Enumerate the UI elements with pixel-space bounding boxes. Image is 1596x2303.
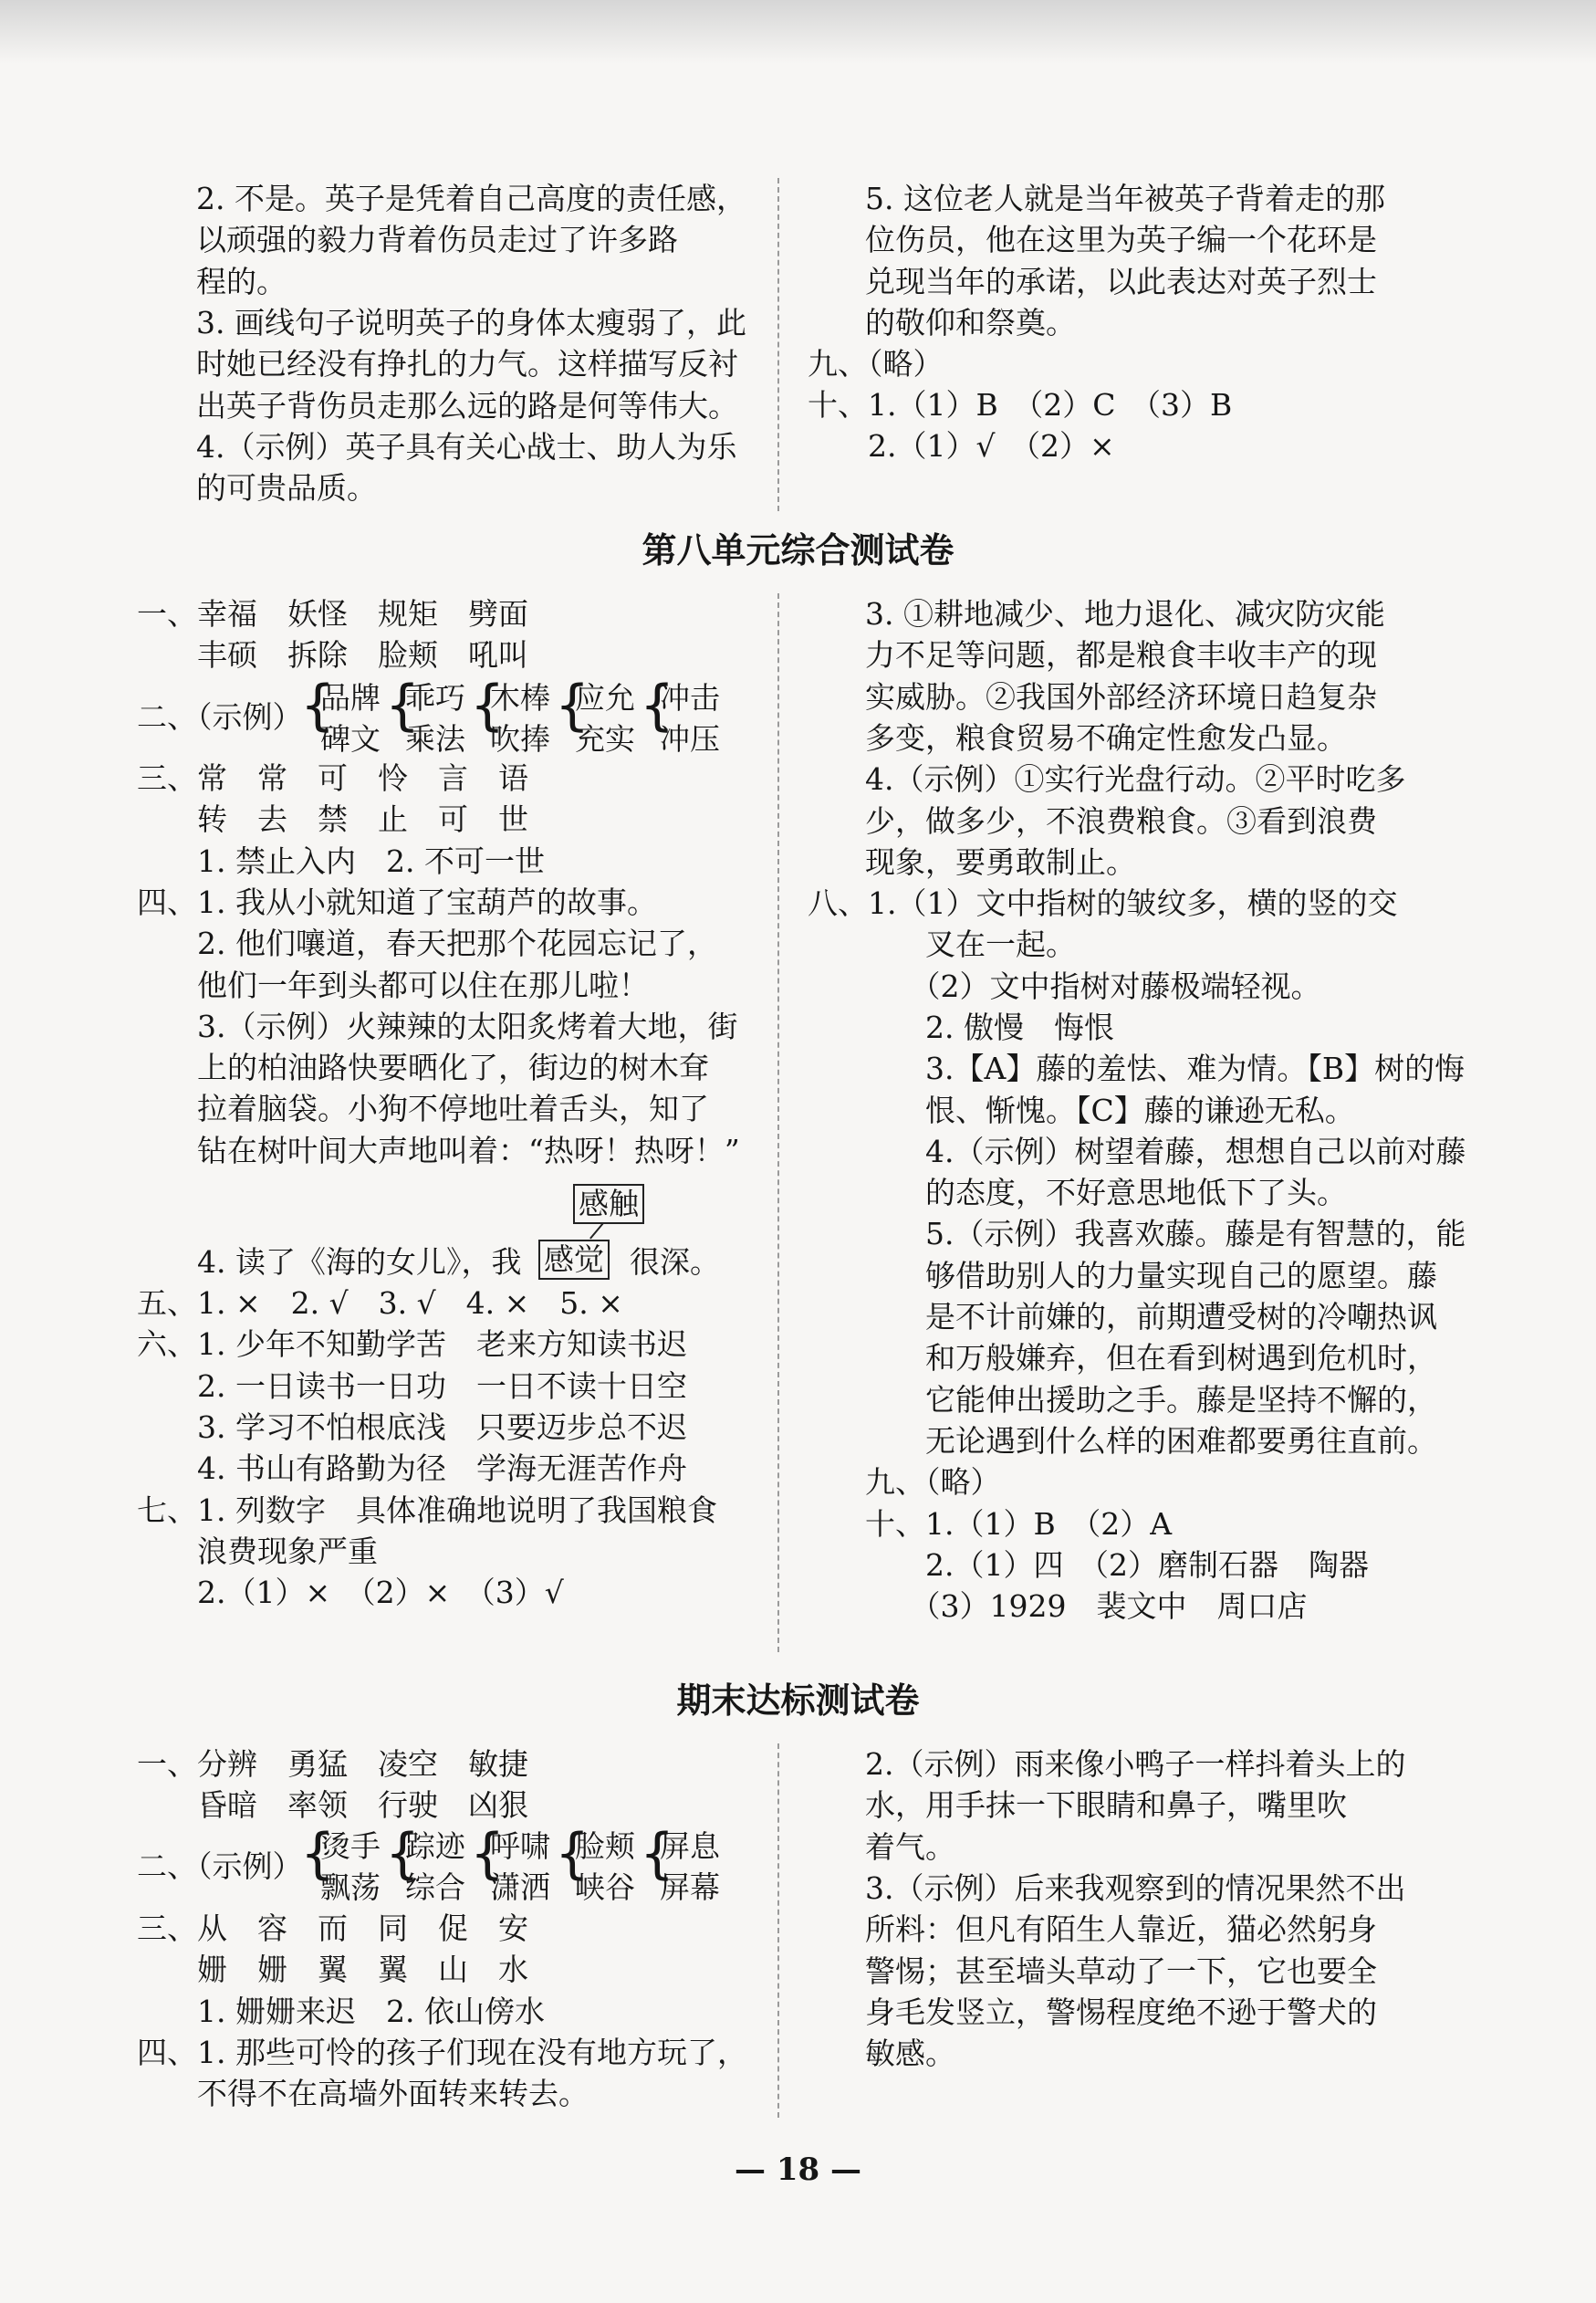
text-line: 无论遇到什么样的困难都要勇往直前。 — [865, 1422, 1437, 1459]
correction-box-old: 感觉 — [538, 1240, 610, 1280]
word-pair-item: 碑文 — [320, 721, 381, 757]
text-line: 二、（示例） — [137, 699, 303, 735]
text-line: 出英子背伤员走那么远的路是何等伟大。 — [196, 387, 738, 424]
text-line: 四、1. 我从小就知道了宝葫芦的故事。 — [137, 884, 657, 920]
word-pair-item: 冲击 — [660, 680, 720, 716]
word-pair-item: 脸颊 — [575, 1828, 635, 1864]
text-line: 身毛发竖立，警惕程度绝不逊于警犬的 — [865, 1994, 1377, 2030]
text-line: 二、（示例） — [137, 1848, 303, 1884]
text-line: 六、1. 少年不知勤学苦 老来方知读书迟 — [137, 1326, 687, 1363]
page-number: — 18 — — [735, 2151, 861, 2188]
text-line: 三、常 常 可 怜 言 语 — [137, 760, 528, 796]
text-line: 时她已经没有挣扎的力气。这样描写反衬 — [196, 346, 738, 382]
text-line: 不得不在高墙外面转来转去。 — [137, 2076, 589, 2112]
column-divider — [777, 593, 779, 1652]
text-line: 转 去 禁 止 可 世 — [137, 801, 528, 838]
word-pair-item: 充实 — [575, 721, 635, 757]
text-line: 2. 不是。英子是凭着自己高度的责任感， — [196, 181, 746, 216]
scan-edge-shadow — [0, 0, 1596, 64]
text-line: （2）文中指树对藤极端轻视。 — [865, 968, 1321, 1004]
text-line: 十、1.（1）B （2）C （3）B — [808, 387, 1233, 423]
text-line: 3. 画线句子说明英子的身体太瘦弱了，此 — [196, 304, 746, 340]
text-line: 一、分辨 勇猛 凌空 敏捷 — [137, 1746, 528, 1782]
text-line: 他们一年到头都可以住在那儿啦！ — [137, 967, 649, 1003]
brace-icon: { — [385, 1822, 421, 1886]
brace-icon: { — [555, 674, 590, 738]
text-line: 和万般嫌弃，但在看到树遇到危机时， — [865, 1340, 1437, 1377]
text-line: 多变，粮食贸易不确定性愈发凸显。 — [865, 719, 1347, 756]
text-line: 的态度，不好意思地低下了头。 — [865, 1175, 1347, 1211]
text-line: 以顽强的毅力背着伤员走过了许多路 — [196, 222, 678, 258]
text-line: 八、1.（1）文中指树的皱纹多，横的竖的交 — [808, 885, 1398, 921]
text-line: 的可贵品质。 — [196, 470, 377, 507]
text-line: 所料：但凡有陌生人靠近，猫必然躬身 — [865, 1911, 1377, 1948]
text-line: 3. 学习不怕根底浅 只要迈步总不迟 — [137, 1408, 687, 1445]
text-line: 敏感。 — [865, 2036, 955, 2072]
text-line: 三、从 容 而 同 促 安 — [137, 1910, 528, 1946]
text-line: 力不足等问题，都是粮食丰收丰产的现 — [865, 637, 1377, 674]
text-line: 3.（示例）后来我观察到的情况果然不出 — [865, 1869, 1406, 1906]
word-pair-item: 潇洒 — [490, 1869, 550, 1905]
brace-icon: { — [640, 1822, 675, 1886]
text-line: 拉着脑袋。小狗不停地吐着舌头，知了 — [137, 1091, 709, 1127]
text-line: 4.（示例）树望着藤，想想自己以前对藤 — [865, 1133, 1466, 1169]
word-pair-item: 应允 — [575, 680, 635, 716]
word-pair-item: 乘法 — [405, 721, 465, 757]
text-line: 昏暗 率领 行驶 凶狠 — [137, 1787, 528, 1824]
word-pair-item: 屏息 — [660, 1828, 720, 1864]
correction-arrow — [589, 1222, 604, 1239]
brace-icon: { — [385, 674, 421, 738]
text-line: 4.（示例）①实行光盘行动。②平时吃多 — [865, 761, 1406, 798]
text-line: 钻在树叶间大声地叫着：“热呀！热呀！” — [137, 1132, 740, 1168]
text-line: 四、1. 那些可怜的孩子们现在没有地方玩了， — [137, 2034, 747, 2070]
text-line: 2.（1）× （2）× （3）√ — [137, 1575, 564, 1611]
text-line: 恨、惭愧。【C】藤的谦逊无私。 — [865, 1092, 1355, 1128]
text-line: 2.（1）四 （2）磨制石器 陶器 — [865, 1546, 1369, 1583]
word-pair-item: 木棒 — [490, 680, 550, 716]
word-pair-item: 综合 — [405, 1869, 465, 1905]
text-line: 2.（示例）雨来像小鸭子一样抖着头上的 — [865, 1746, 1406, 1782]
text-line: 姗 姗 翼 翼 山 水 — [137, 1952, 528, 1988]
word-pair-item: 冲压 — [660, 721, 720, 757]
text-line: 3. ①耕地减少、地力退化、减灾防灾能 — [865, 596, 1385, 632]
text-line: 2. 一日读书一日功 一日不读十日空 — [137, 1367, 687, 1404]
word-pair-item: 烫手 — [320, 1828, 381, 1864]
final-title: 期末达标测试卷 — [676, 1680, 920, 1721]
text-line: 4. 读了《海的女儿》，我 — [137, 1244, 522, 1280]
word-pair-item: 呼啸 — [490, 1828, 550, 1864]
text-line: 上的柏油路快要晒化了，街边的树木耷 — [137, 1050, 709, 1086]
text-line: 实威胁。②我国外部经济环境日趋复杂 — [865, 678, 1377, 715]
unit8-title: 第八单元综合测试卷 — [642, 530, 954, 571]
brace-icon: { — [640, 674, 675, 738]
brace-icon: { — [555, 1822, 590, 1886]
text-line: 2. 傲慢 悔恨 — [865, 1009, 1114, 1045]
word-pair-item: 乖巧 — [405, 680, 465, 716]
text-line: 很深。 — [630, 1244, 720, 1280]
text-line: 是不计前嫌的，前期遭受树的冷嘲热讽 — [865, 1299, 1437, 1335]
text-line: （3）1929 裴文中 周口店 — [865, 1588, 1308, 1625]
word-pair-item: 品牌 — [320, 680, 381, 716]
text-line: 它能伸出援助之手。藤是坚持不懈的， — [865, 1381, 1437, 1418]
text-line: 4.（示例）英子具有关心战士、助人为乐 — [196, 428, 737, 465]
text-line: 1. 禁止入内 2. 不可一世 — [137, 843, 545, 879]
text-line: 着气。 — [865, 1828, 955, 1865]
text-line: 少，做多少，不浪费粮食。③看到浪费 — [865, 802, 1377, 839]
text-line: 2.（1）√ （2）× — [808, 428, 1115, 464]
correction-box-new: 感触 — [573, 1184, 644, 1224]
text-line: 警惕；甚至墙头草动了一下，它也要全 — [865, 1952, 1377, 1989]
word-pair-item: 吹捧 — [490, 721, 550, 757]
text-line: 水，用手抹一下眼睛和鼻子，嘴里吹 — [865, 1787, 1347, 1824]
word-pair-item: 屏幕 — [660, 1869, 720, 1905]
text-line: 3.（示例）火辣辣的太阳炙烤着大地，街 — [137, 1008, 738, 1044]
text-line: 程的。 — [196, 263, 287, 299]
brace-icon: { — [300, 1822, 336, 1886]
brace-icon: { — [470, 674, 506, 738]
text-line: 九、（略） — [865, 1464, 1001, 1501]
text-line: 九、（略） — [808, 346, 944, 382]
text-line: 1. 姗姗来迟 2. 依山傍水 — [137, 1993, 545, 2029]
brace-icon: { — [470, 1822, 506, 1886]
word-pair-item: 踪迹 — [405, 1828, 465, 1864]
text-line: 的敬仰和祭奠。 — [865, 304, 1076, 340]
text-line: 叉在一起。 — [865, 926, 1076, 963]
column-divider — [777, 178, 779, 511]
text-line: 兑现当年的承诺，以此表达对英子烈士 — [865, 263, 1377, 299]
text-line: 丰硕 拆除 脸颊 吼叫 — [137, 637, 528, 674]
word-pair-item: 峡谷 — [575, 1869, 635, 1905]
text-line: 位伤员，他在这里为英子编一个花环是 — [865, 222, 1377, 258]
brace-icon: { — [300, 674, 336, 738]
text-line: 3.【A】藤的羞怯、难为情。【B】树的悔 — [865, 1051, 1466, 1087]
text-line: 七、1. 列数字 具体准确地说明了我国粮食 — [137, 1492, 717, 1528]
text-line: 4. 书山有路勤为径 学海无涯苦作舟 — [137, 1450, 687, 1487]
text-line: 5.（示例）我喜欢藤。藤是有智慧的，能 — [865, 1216, 1466, 1252]
word-pair-item: 飘荡 — [320, 1869, 381, 1905]
text-line: 五、1. × 2. √ 3. √ 4. × 5. × — [137, 1285, 623, 1321]
text-line: 十、1.（1）B （2）A — [865, 1505, 1173, 1542]
text-line: 一、幸福 妖怪 规矩 劈面 — [137, 596, 528, 632]
text-line: 5. 这位老人就是当年被英子背着走的那 — [865, 181, 1385, 216]
column-divider — [777, 1743, 779, 2118]
text-line: 够借助别人的力量实现自己的愿望。藤 — [865, 1257, 1437, 1293]
text-line: 现象，要勇敢制止。 — [865, 843, 1136, 880]
text-line: 浪费现象严重 — [137, 1533, 378, 1569]
text-line: 2. 他们嚷道，春天把那个花园忘记了， — [137, 926, 717, 962]
